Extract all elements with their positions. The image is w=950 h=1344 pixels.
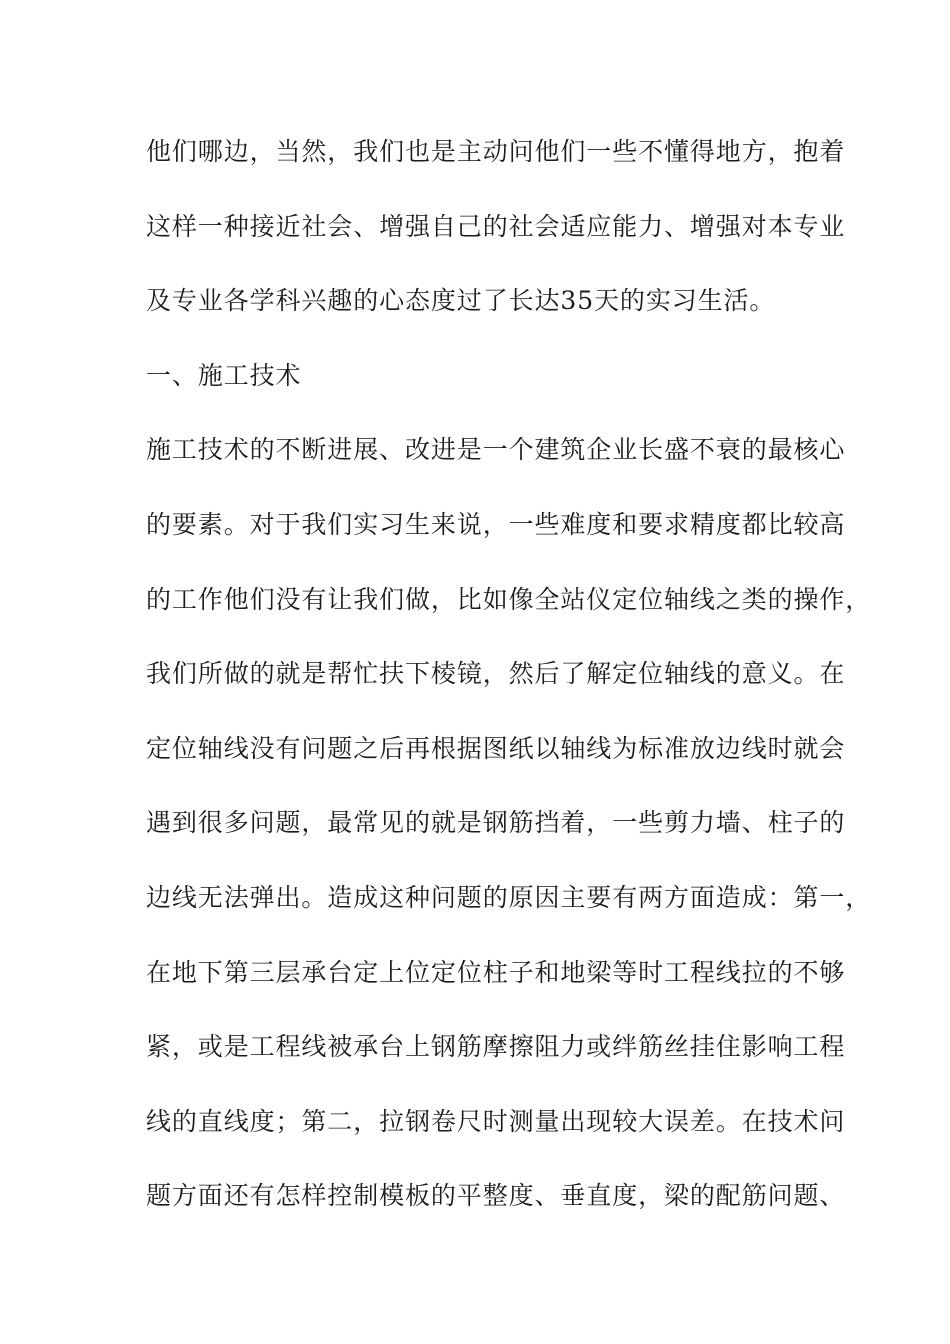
text-line: 的工作他们没有让我们做，比如像全站仪定位轴线之类的操作， [146,584,872,614]
text-line: 遇到很多问题，最常见的就是钢筋挡着，一些剪力墙、柱子的 [146,808,846,838]
text-line: 这样一种接近社会、增强自己的社会适应能力、增强对本专业 [146,211,846,241]
text-line: 在地下第三层承台定上位定位柱子和地梁等时工程线拉的不够 [146,957,846,987]
text-line: 我们所做的就是帮忙扶下棱镜，然后了解定位轴线的意义。在 [146,659,846,689]
text-line: 紧，或是工程线被承台上钢筋摩擦阻力或绊筋丝挂住影响工程 [146,1032,846,1062]
text-line: 定位轴线没有问题之后再根据图纸以轴线为标准放边线时就会 [146,733,846,763]
section-heading: 一、施工技术 [146,360,302,390]
text-line: 题方面还有怎样控制模板的平整度、垂直度，梁的配筋问题、 [146,1181,846,1211]
text-line: 边线无法弹出。造成这种问题的原因主要有两方面造成：第一， [146,882,872,912]
text-line: 的要素。对于我们实习生来说，一些难度和要求精度都比较高 [146,509,846,539]
text-line: 及专业各学科兴趣的心态度过了长达35天的实习生活。 [146,286,776,316]
body-text [146,128,872,1247]
text-line: 线的直线度；第二，拉钢卷尺时测量出现较大误差。在技术问 [146,1106,846,1136]
text-line: 施工技术的不断进展、改进是一个建筑企业长盛不衰的最核心 [146,435,846,465]
text-line: 他们哪边，当然，我们也是主动问他们一些不懂得地方，抱着 [146,137,846,166]
